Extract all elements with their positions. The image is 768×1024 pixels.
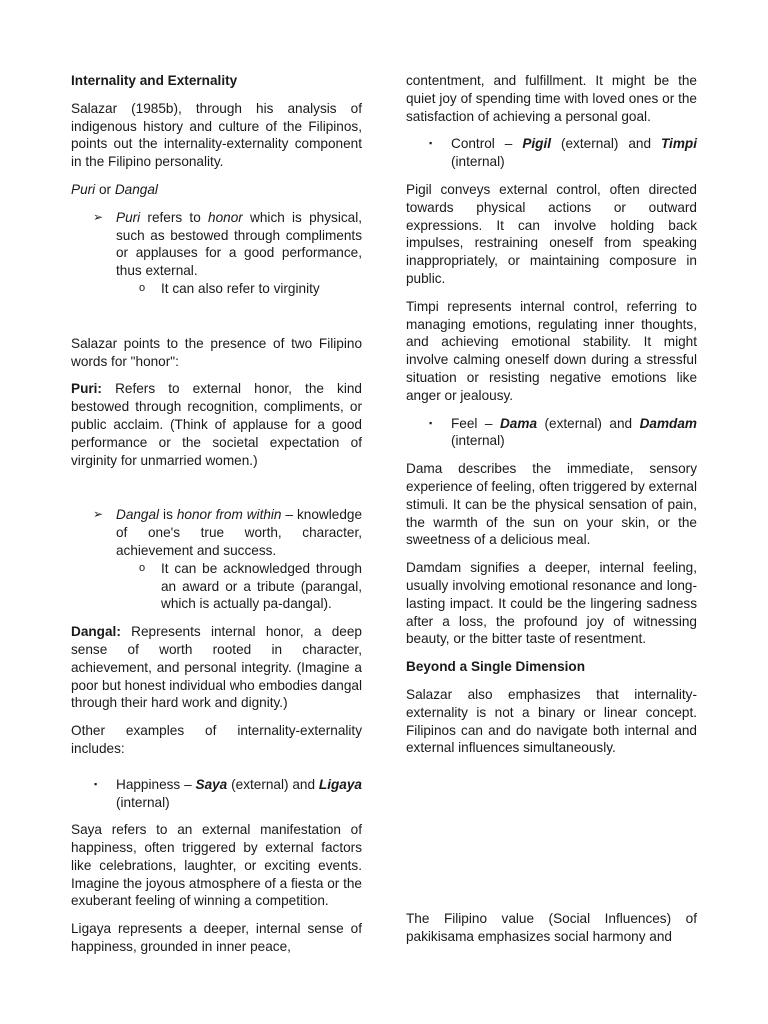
- square-bullet-icon: ▪: [429, 417, 433, 428]
- circle-bullet-icon: o: [139, 561, 146, 574]
- ligaya-paragraph: Ligaya represents a deeper, internal sense of happiness, grounded in inner peace,: [71, 921, 362, 955]
- two-words-paragraph: Salazar points to the presence of two Filipino words for "honor":: [71, 335, 362, 369]
- arrow-bullet-icon: ➢: [93, 209, 104, 224]
- control-bullet: ▪ Control – Pigil (external) and Timpi (internal): [429, 136, 698, 170]
- dangal-definition: Dangal: Represents internal honor, a deep sense of worth rooted in character, achievement, and personal integrity. (Imagine a poor but honest individual who embodies dangal through their hard work and dignity.): [71, 624, 362, 711]
- square-bullet-icon: ▪: [94, 778, 98, 789]
- dangal-sub-bullet: o It can be acknowledged through an award or a tribute (parangal, which is actually pa-dangal).: [139, 560, 362, 612]
- square-bullet-icon: ▪: [429, 138, 433, 149]
- arrow-bullet-icon: ➢: [93, 507, 104, 522]
- pigil-paragraph: Pigil conveys external control, often directed towards physical actions or outward expressions. It can involve holding back impulses, restraining oneself from speaking inappropriately, or maintaining composure in public.: [406, 181, 697, 286]
- puri-definition: Puri: Refers to external honor, the kind bestowed through recognition, compliments, or public acclaim. (Think of applause for a good performance or the societal expectation of virginity for unmarried women.): [71, 381, 362, 468]
- dama-paragraph: Dama describes the immediate, sensory experience of feeling, often triggered by external stimuli. It can be the physical sensation of pain, the warmth of the sun on your skin, or the sweetness of a delicious meal.: [406, 461, 697, 548]
- intro-paragraph: Salazar (1985b), through his analysis of indigenous history and culture of the Filipinos, points out the internality-externality component in the Filipino personality.: [71, 100, 362, 170]
- other-examples-paragraph: Other examples of internality-externality includes:: [71, 723, 362, 756]
- puri-sub-bullet: o It can also refer to virginity: [139, 280, 320, 296]
- continuation-paragraph: contentment, and fulfillment. It might be the quiet joy of spending time with loved ones or the satisfaction of achieving a personal goal.: [406, 73, 697, 124]
- puri-dangal-line: Puri or Dangal: [71, 181, 158, 197]
- timpi-paragraph: Timpi represents internal control, referring to managing emotions, regulating inner thoughts, and achieving emotional stability. It might involve calming oneself down during a stressful situation or resisting negative emotions like anger or jealousy.: [406, 298, 697, 403]
- feel-bullet: ▪ Feel – Dama (external) and Damdam (internal): [429, 415, 697, 449]
- puri-bullet: ➢ Puri refers to honor which is physical, such as bestowed through compliments or applauses for a good performance, thus external.: [93, 209, 362, 279]
- circle-bullet-icon: o: [139, 281, 146, 294]
- dangal-bullet: ➢ Dangal is honor from within – knowledge of one's true worth, character, achievement and success.: [93, 507, 362, 558]
- saya-paragraph: Saya refers to an external manifestation of happiness, often triggered by external factors like celebrations, laughter, or exciting events. Imagine the joyous atmosphere of a fiesta or the exuberant feeling of winning a competition.: [71, 822, 362, 909]
- pakikisama-paragraph: The Filipino value (Social Influences) of pakikisama emphasizes social harmony and: [406, 911, 697, 944]
- pakikisama-paragraph-block: [406, 910, 697, 956]
- happiness-bullet: ▪ Happiness – Saya (external) and Ligaya (internal): [94, 776, 362, 810]
- section-heading: Internality and Externality: [71, 73, 238, 88]
- left-column: [71, 72, 362, 966]
- beyond-paragraph: Salazar also emphasizes that internality-externality is not a binary or linear concept. Filipinos can and do navigate both internal and external influences simultaneously.: [406, 686, 697, 756]
- beyond-heading: Beyond a Single Dimension: [406, 659, 586, 675]
- damdam-paragraph: Damdam signifies a deeper, internal feeling, usually involving emotional resonance and long-lasting impact. It could be the lingering sadness after a loss, the profound joy of witnessing beauty, or the bitter taste of resentment.: [406, 560, 697, 647]
- right-column: [406, 72, 697, 767]
